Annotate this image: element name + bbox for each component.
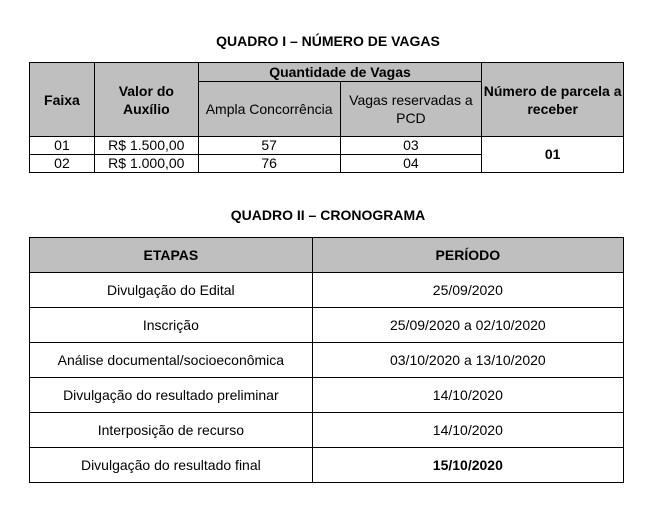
table-row <box>30 137 624 155</box>
cell-parcela: 01 <box>482 137 624 173</box>
header-faixa: Faixa <box>30 63 95 137</box>
cell-periodo: 14/10/2020 <box>312 413 623 448</box>
cell-ampla: 57 <box>198 137 340 155</box>
header-ampla: Ampla Concorrência <box>198 82 340 137</box>
vagas-table <box>29 62 624 173</box>
header-quantidade: Quantidade de Vagas <box>198 63 482 82</box>
table-row <box>30 308 624 343</box>
table-row <box>30 378 624 413</box>
header-parcela: Número de parcela a receber <box>482 63 624 137</box>
cell-valor: R$ 1.000,00 <box>94 155 198 173</box>
cell-etapa: Divulgação do resultado final <box>30 448 313 483</box>
cell-valor: R$ 1.500,00 <box>94 137 198 155</box>
cell-faixa: 02 <box>30 155 95 173</box>
cell-reservadas: 04 <box>340 155 482 173</box>
cell-periodo: 03/10/2020 a 13/10/2020 <box>312 343 623 378</box>
cell-etapa: Divulgação do Edital <box>30 273 313 308</box>
header-etapas: ETAPAS <box>30 238 313 273</box>
table-row <box>30 343 624 378</box>
cell-etapa: Interposição de recurso <box>30 413 313 448</box>
cell-etapa: Análise documental/socioeconômica <box>30 343 313 378</box>
cell-periodo: 15/10/2020 <box>312 448 623 483</box>
cell-periodo: 25/09/2020 <box>312 273 623 308</box>
cell-reservadas: 03 <box>340 137 482 155</box>
quadro2-title: QUADRO II – CRONOGRAMA <box>230 207 426 223</box>
table-row <box>30 273 624 308</box>
cell-etapa: Inscrição <box>30 308 313 343</box>
table-row <box>30 413 624 448</box>
cell-periodo: 14/10/2020 <box>312 378 623 413</box>
cell-etapa: Divulgação do resultado preliminar <box>30 378 313 413</box>
header-reservadas: Vagas reservadas a PCD <box>340 82 482 137</box>
cell-periodo: 25/09/2020 a 02/10/2020 <box>312 308 623 343</box>
header-valor: Valor do Auxílio <box>94 63 198 137</box>
header-periodo: PERÍODO <box>312 238 623 273</box>
cell-ampla: 76 <box>198 155 340 173</box>
cell-faixa: 01 <box>30 137 95 155</box>
table-row <box>30 448 624 483</box>
cronograma-table <box>29 237 624 483</box>
quadro1-title: QUADRO I – NÚMERO DE VAGAS <box>216 33 440 49</box>
